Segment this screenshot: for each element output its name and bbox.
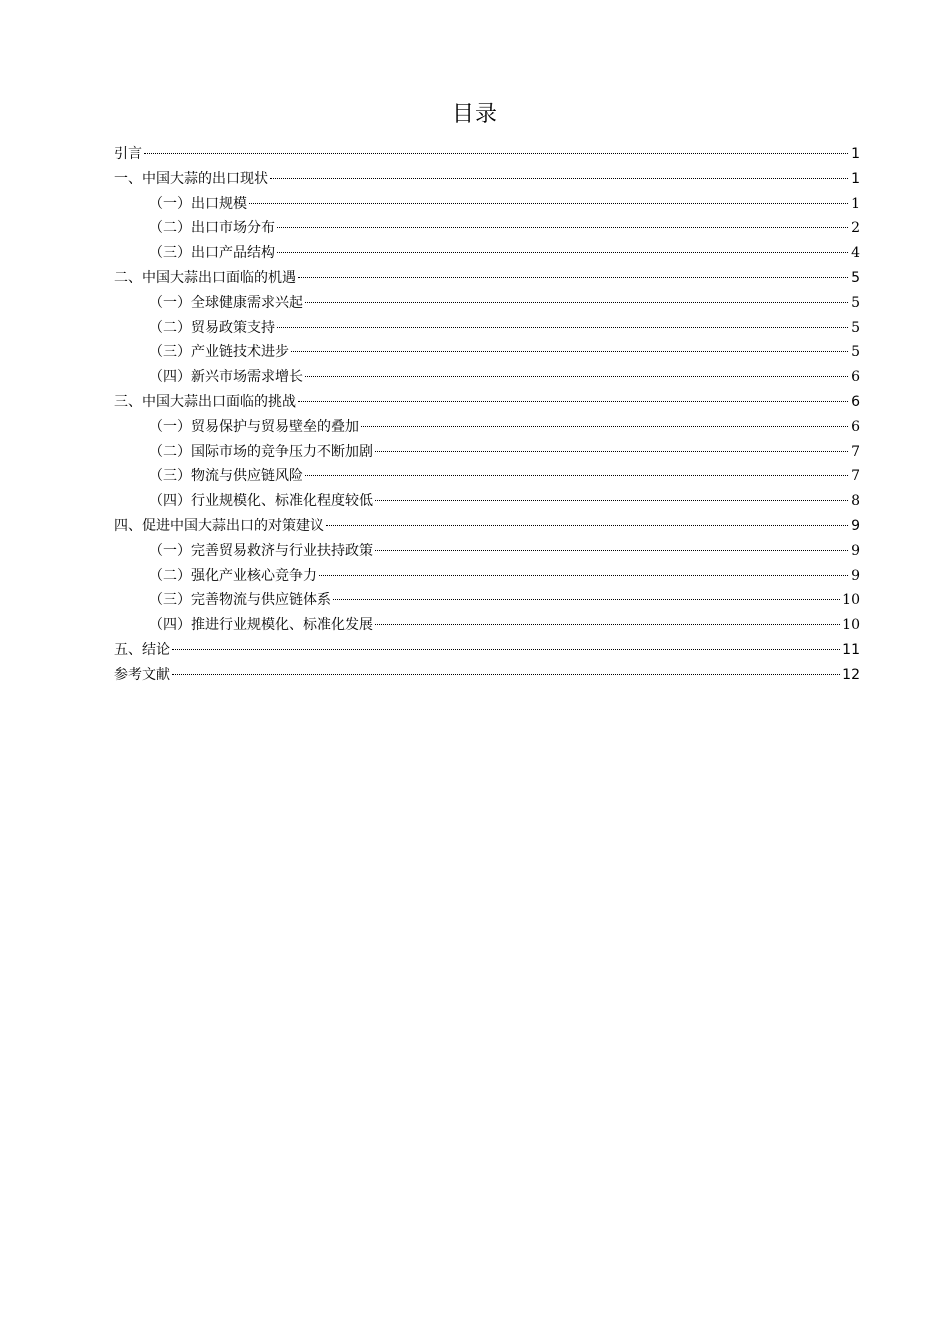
toc-entry-label: （二）强化产业核心竞争力: [149, 567, 317, 584]
toc-page-number: 5: [851, 269, 860, 286]
toc-dot-leader: [144, 153, 848, 154]
toc-dot-leader: [333, 599, 840, 600]
toc-page-number: 1: [851, 146, 860, 162]
toc-dot-leader: [361, 426, 848, 427]
toc-dot-leader: [375, 500, 848, 501]
toc-entry-label: 引言: [114, 146, 142, 162]
toc-page-number: 5: [851, 319, 860, 336]
toc-page-number: 12: [842, 666, 860, 683]
toc-entry-label: （四）行业规模化、标准化程度较低: [149, 493, 373, 510]
toc-entry[interactable]: [114, 390, 860, 415]
toc-entry[interactable]: [114, 291, 860, 316]
toc-entry[interactable]: [114, 613, 860, 638]
toc-entry[interactable]: [114, 415, 860, 440]
toc-entry-label: 一、中国大蒜的出口现状: [114, 170, 268, 187]
toc-entry-label: 二、中国大蒜出口面临的机遇: [114, 269, 296, 286]
toc-entry-label: （一）贸易保护与贸易壁垒的叠加: [149, 418, 359, 435]
toc-page-number: 4: [851, 245, 860, 262]
toc-entry[interactable]: [114, 340, 860, 365]
toc-entry-label: （一）全球健康需求兴起: [149, 294, 303, 311]
toc-entry-label: （三）出口产品结构: [149, 245, 275, 262]
table-of-contents: [114, 142, 860, 688]
toc-entry[interactable]: [114, 663, 860, 688]
toc-dot-leader: [249, 203, 848, 204]
toc-dot-leader: [375, 451, 848, 452]
toc-dot-leader: [298, 401, 848, 402]
toc-dot-leader: [375, 624, 840, 625]
toc-page-number: 5: [851, 294, 860, 311]
toc-entry-label: （一）完善贸易救济与行业扶持政策: [149, 542, 373, 559]
toc-page-number: 7: [851, 468, 860, 485]
toc-entry-label: （二）出口市场分布: [149, 220, 275, 237]
toc-entry-label: （三）产业链技术进步: [149, 344, 289, 361]
toc-dot-leader: [172, 649, 840, 650]
toc-entry-label: （二）贸易政策支持: [149, 319, 275, 336]
toc-entry-label: （四）推进行业规模化、标准化发展: [149, 617, 373, 634]
toc-entry[interactable]: [114, 514, 860, 539]
toc-dot-leader: [305, 376, 848, 377]
toc-page-number: 11: [842, 641, 860, 658]
toc-entry[interactable]: [114, 142, 860, 167]
toc-page-number: 10: [842, 592, 860, 609]
toc-entry-label: （一）出口规模: [149, 195, 247, 212]
toc-entry-label: 五、结论: [114, 641, 170, 658]
toc-page-number: 6: [851, 393, 860, 410]
toc-entry[interactable]: [114, 316, 860, 341]
toc-dot-leader: [326, 525, 848, 526]
toc-entry[interactable]: [114, 365, 860, 390]
toc-page-number: 6: [851, 369, 860, 386]
toc-dot-leader: [172, 674, 840, 675]
toc-entry[interactable]: [114, 216, 860, 241]
toc-entry[interactable]: [114, 440, 860, 465]
toc-dot-leader: [375, 550, 848, 551]
toc-page-number: 9: [851, 567, 860, 584]
toc-entry[interactable]: [114, 192, 860, 217]
toc-page-number: 1: [851, 195, 860, 212]
toc-dot-leader: [305, 475, 848, 476]
toc-dot-leader: [277, 327, 848, 328]
toc-entry[interactable]: [114, 564, 860, 589]
toc-entry-label: 参考文献: [114, 666, 170, 683]
toc-entry-label: （四）新兴市场需求增长: [149, 369, 303, 386]
toc-dot-leader: [270, 178, 848, 179]
toc-entry[interactable]: [114, 588, 860, 613]
toc-entry-label: 四、促进中国大蒜出口的对策建议: [114, 517, 324, 534]
toc-page-number: 6: [851, 418, 860, 435]
toc-page-number: 9: [851, 542, 860, 559]
toc-page-number: 8: [851, 493, 860, 510]
toc-entry[interactable]: [114, 241, 860, 266]
toc-dot-leader: [277, 252, 848, 253]
toc-entry-label: 三、中国大蒜出口面临的挑战: [114, 393, 296, 410]
toc-dot-leader: [298, 277, 848, 278]
toc-entry-label: （三）物流与供应链风险: [149, 468, 303, 485]
toc-entry-label: （二）国际市场的竞争压力不断加剧: [149, 443, 373, 460]
toc-entry[interactable]: [114, 539, 860, 564]
toc-entry[interactable]: [114, 638, 860, 663]
toc-dot-leader: [277, 227, 848, 228]
toc-entry[interactable]: [114, 464, 860, 489]
toc-dot-leader: [305, 302, 848, 303]
toc-page-number: 5: [851, 344, 860, 361]
toc-page-number: 2: [851, 220, 860, 237]
toc-dot-leader: [291, 351, 848, 352]
toc-page-number: 9: [851, 517, 860, 534]
toc-dot-leader: [319, 575, 848, 576]
toc-page-number: 10: [842, 617, 860, 634]
toc-entry[interactable]: [114, 266, 860, 291]
toc-entry[interactable]: [114, 489, 860, 514]
toc-page-number: 7: [851, 443, 860, 460]
toc-title: 目录: [451, 102, 498, 127]
toc-page-number: 1: [851, 170, 860, 187]
toc-entry[interactable]: [114, 167, 860, 192]
toc-entry-label: （三）完善物流与供应链体系: [149, 592, 331, 609]
